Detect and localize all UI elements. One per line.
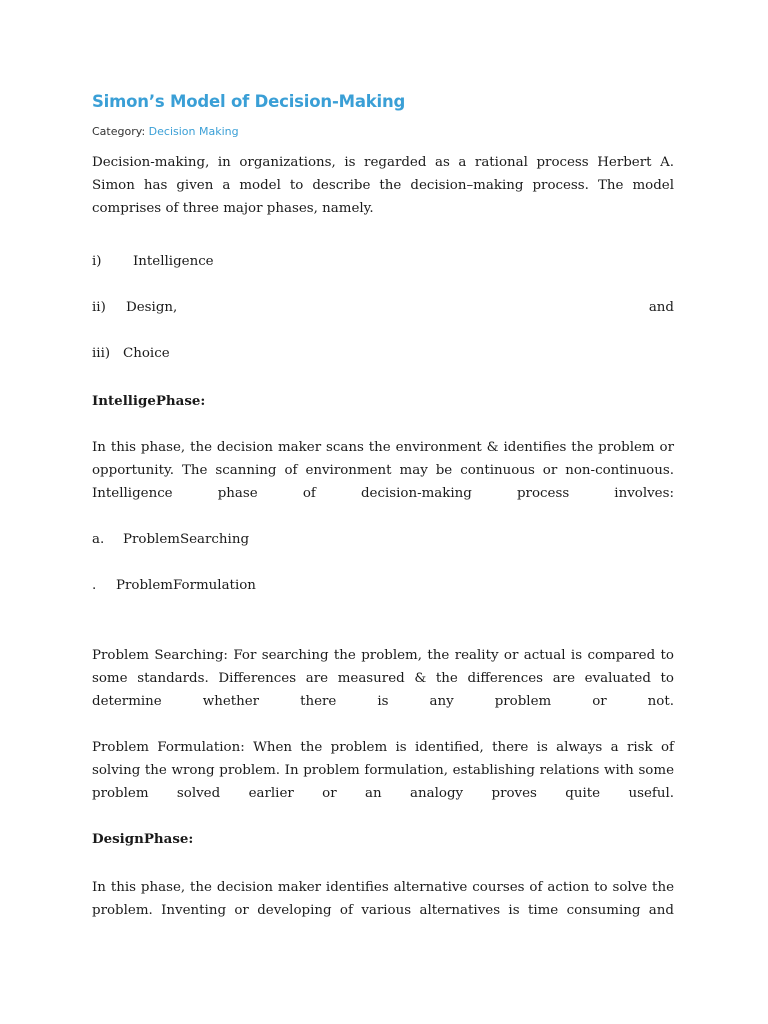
list-marker: iii)	[92, 346, 111, 361]
paragraph-line: some standards. Differences are measured & the differences are evaluated to	[92, 671, 674, 686]
paragraph-line: Problem Searching: For searching the problem, the reality or actual is compared to	[92, 648, 674, 663]
phase-list-item-design	[92, 300, 674, 315]
paragraph-line: comprises of three major phases, namely.	[92, 201, 374, 216]
paragraph-line: opportunity. The scanning of environment may be continuous or non-continuous.	[92, 463, 674, 478]
list-item-label: ProblemFormulation	[116, 578, 256, 593]
paragraph-line: Problem Formulation: When the problem is identified, there is always a risk of	[92, 740, 674, 755]
paragraph-line: In this phase, the decision maker identifies alternative courses of action to solve the	[92, 880, 674, 895]
phase-list-item-choice	[92, 346, 170, 361]
article-title: Simon’s Model of Decision-Making	[92, 92, 406, 111]
list-item-label: Choice	[123, 346, 170, 361]
paragraph-line: problem. Inventing or developing of various alternatives is time consuming and	[92, 903, 674, 918]
list-item-label: ProblemSearching	[123, 532, 250, 547]
list-marker: a.	[92, 532, 105, 547]
paragraph-line: solving the wrong problem. In problem formulation, establishing relations with some	[92, 763, 674, 778]
paragraph-line: determine whether there is any problem or not.	[92, 694, 674, 709]
sublist-item-problem-searching	[92, 532, 249, 547]
category-line	[92, 125, 239, 138]
category-label: Category:	[92, 125, 146, 138]
design-paragraph	[92, 876, 674, 922]
intelligence-phase-heading: IntelligePhase:	[92, 393, 206, 409]
phase-list-item-intelligence	[92, 254, 214, 269]
category-link[interactable]: Decision Making	[148, 125, 239, 138]
design-phase-heading: DesignPhase:	[92, 831, 194, 847]
list-marker: ii)	[92, 300, 106, 315]
list-item-label: Intelligence	[133, 254, 214, 269]
list-marker: .	[92, 578, 97, 593]
list-item-label: Design,	[126, 300, 178, 315]
list-item-suffix: and	[648, 300, 674, 315]
list-marker: i)	[92, 254, 102, 269]
paragraph-line: Decision-making, in organizations, is regarded as a rational process Herbert A.	[92, 155, 674, 170]
paragraph-line: Intelligence phase of decision-making process involves:	[92, 486, 674, 501]
paragraph-line: Simon has given a model to describe the decision–making process. The model	[92, 178, 674, 193]
paragraph-line: problem solved earlier or an analogy proves quite useful.	[92, 786, 674, 801]
problem-searching-paragraph	[92, 644, 674, 713]
problem-formulation-paragraph	[92, 736, 674, 805]
intelligence-paragraph	[92, 436, 674, 505]
paragraph-line: In this phase, the decision maker scans the environment & identifies the problem or	[92, 440, 674, 455]
sublist-item-problem-formulation	[92, 578, 256, 593]
intro-paragraph	[92, 151, 674, 220]
